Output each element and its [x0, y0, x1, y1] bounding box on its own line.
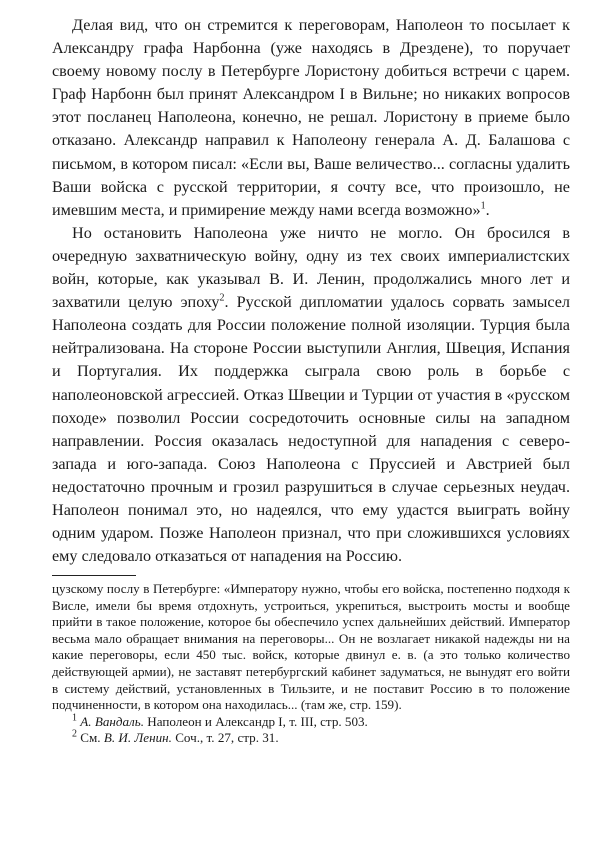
footnote-2-author: В. И. Ленин. [103, 730, 172, 746]
footnote-1 [52, 714, 570, 731]
page-body [52, 14, 570, 568]
paragraph-2 [52, 222, 570, 568]
paragraph-1-text: Делая вид, что он стремится к переговорам, Наполеон то посылает к Александру графа Нарбонна (уже находясь в Дрездене), то поручает своему новому послу в Петербурге Лористону добиться встречи с царем. Граф Нарбонн был принят Александром I в Вильне; но никаких вопросов этот посланец Наполеона, конечно, не решал. Лористону в приеме было отказано. Александр направил к Наполеону генерала А. Д. Балашова с письмом, в котором писал: «Если вы, Ваше величество... согласны удалить Ваши войска с русской территории, я сочту все, что произошло, не имевшим места, и примирение между нами всегда возможно» [52, 16, 570, 219]
paragraph-2-text: Но остановить Наполеона уже ничто не могло. Он бросился в очередную захватническую войну, одну из тех своих империалистских войн, которые, как указывал В. И. Ленин, продолжались много лет и захватили целую эпоху [52, 223, 570, 312]
footnote-ref-1[interactable]: 1 [480, 200, 486, 212]
main-text [52, 14, 570, 568]
footnote-2-mark: 2 [72, 728, 77, 740]
footnote-divider [52, 575, 136, 576]
footnote-2 [52, 730, 570, 747]
footnote-1-text: Наполеон и Александр I, т. III, стр. 503. [147, 713, 368, 729]
footnote-2-prefix: См. [80, 730, 101, 746]
footnotes [52, 581, 570, 747]
paragraph-1-tail: . [485, 200, 490, 219]
paragraph-1 [52, 14, 570, 222]
footnote-1-author: А. Вандаль. [80, 713, 144, 729]
paragraph-2-tail: . Русской дипломатии удалось сорвать замысел Наполеона создать для России положение полной изоляции. Турция была нейтрализована. На стороне России выступили Англия, Швеция, Испания и Португалия. Их поддержка сыграла свою роль в борьбе с наполеоновской агрессией. Отказ Швеции и Турции от участия в «русском походе» позволил России сосредоточить основные силы на западном направлении. Россия оказалась недоступной для нападения с северо-запада и юго-запада. Союз Наполеона с Пруссией и Австрией был недостаточно прочным и грозил разрушиться в случае серьезных неудач. Наполеон понимал это, но надеялся, что ему удастся выиграть войну одним ударом. Позже Наполеон признал, что при сложившихся условиях ему следовало отказаться от нападения на Россию. [52, 293, 570, 566]
footnote-2-text: Соч., т. 27, стр. 31. [175, 730, 279, 746]
footnote-continuation: цузскому послу в Петербурге: «Императору нужно, чтобы его войска, постепенно подходя к Висле, имели бы время отдохнуть, устроиться, укрепиться, выстроить мосты и вообще прийти в такое положение, которое бы обеспечило успех дальнейших действий. Император весьма мало обращает внимания на переговоры... Он не возлагает никакой надежды ни на какие переговоры, если 450 тыс. войск, которые двинул е. в. (а это только количество действующей армии), не заставят петербургский кабинет задуматься, не вынудят его войти в систему действий, установленных в Тильзите, и не поставит Россию в то положение подчиненности, в котором она находилась... (там же, стр. 159). [52, 581, 570, 713]
footnote-ref-2[interactable]: 2 [219, 292, 225, 304]
footnote-1-mark: 1 [72, 712, 77, 724]
